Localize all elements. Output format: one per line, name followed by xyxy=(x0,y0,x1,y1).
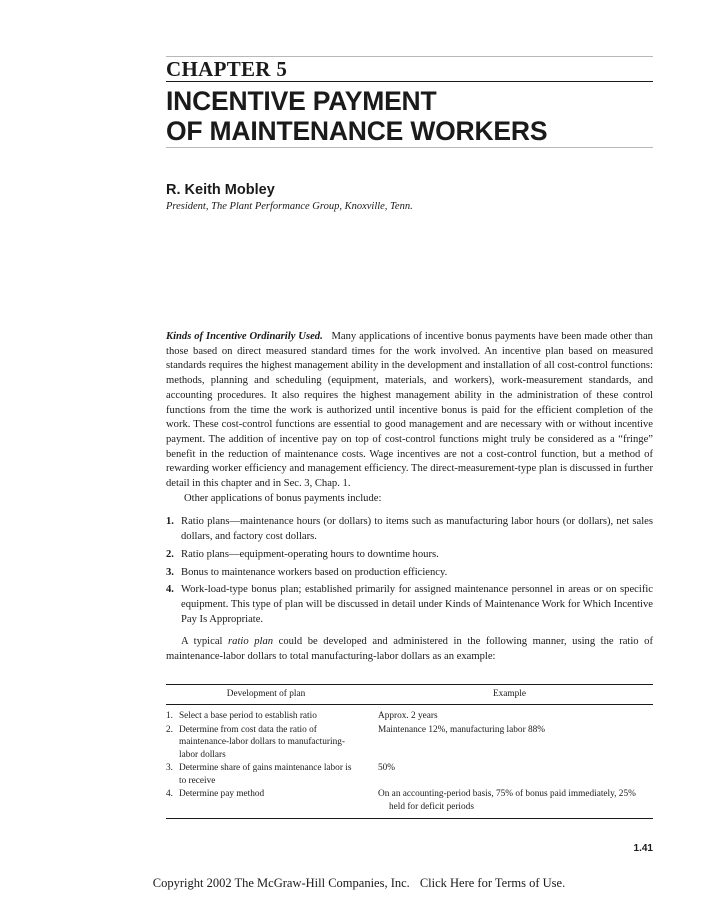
table-row-example: 50% xyxy=(378,763,396,773)
author-name: R. Keith Mobley xyxy=(166,182,275,198)
chapter-title-line-1: INCENTIVE PAYMENT xyxy=(166,86,437,116)
runin-heading: Kinds of Incentive Ordinarily Used. xyxy=(166,331,323,342)
body-text xyxy=(166,330,653,665)
table-row-example: Approx. 2 years xyxy=(378,711,438,721)
list-item-number: 4. xyxy=(166,584,174,596)
list-item xyxy=(166,515,653,544)
paragraph-2: Other applications of bonus payments include: xyxy=(184,492,382,504)
table-row-step: Select a base period to establish ratio xyxy=(179,711,317,721)
table-row-step: Determine pay method xyxy=(179,789,265,799)
paragraph-kinds xyxy=(166,330,653,492)
list-item xyxy=(166,583,653,627)
paragraph-3 xyxy=(166,635,653,664)
table-row-step: Determine share of gains maintenance labor is to receive xyxy=(179,763,352,786)
table-row-example: Maintenance 12%, manufacturing labor 88% xyxy=(378,724,546,735)
list-item-text: Bonus to maintenance workers based on production efficiency. xyxy=(181,566,448,578)
ratio-plan-table xyxy=(166,684,653,819)
chapter-title-line-2: OF MAINTENANCE WORKERS xyxy=(166,116,548,146)
table-row xyxy=(166,762,653,787)
list-item xyxy=(166,566,653,581)
chapter-number: CHAPTER 5 xyxy=(166,57,288,81)
chapter-title xyxy=(166,86,547,146)
list-item-number: 3. xyxy=(166,566,174,578)
page-number: 1.41 xyxy=(633,843,653,854)
table-row-number: 1. xyxy=(166,711,173,721)
author-affiliation: President, The Plant Performance Group, Knoxville, Tenn. xyxy=(166,201,413,212)
table-row-step: Determine from cost data the ratio of maintenance-labor dollars to manufacturing-labor dollars xyxy=(179,724,345,760)
terms-of-use-link[interactable]: Click Here for Terms of Use. xyxy=(419,876,566,890)
table-bottom-rule xyxy=(166,818,653,819)
copyright-footer xyxy=(0,875,718,891)
list-item-text: Work-load-type bonus plan; established primarily for assigned maintenance personnel in areas or on specific equipment. This type of plan will be discussed in detail under Kinds of Maintenance Work for Which Incentive Pay Is Appropriate. xyxy=(181,584,653,625)
table-header-development: Development of plan xyxy=(226,689,306,700)
list-item xyxy=(166,548,653,563)
table-row-number: 4. xyxy=(166,789,173,799)
paragraph-3-post: could be developed and administered in the following manner, using the ratio of maintenance-labor dollars to total manufacturing-labor dollars as an example: xyxy=(166,636,653,663)
table-body xyxy=(166,705,653,818)
list-item-text: Ratio plans—maintenance hours (or dollars) to items such as manufacturing labor hours (or dollars), net sales dollars, and factory cost dollars. xyxy=(181,516,653,543)
paragraph-3-pre: A typical xyxy=(181,636,229,648)
bonus-applications-list xyxy=(166,515,653,627)
chapter-rule xyxy=(166,81,653,82)
table-row-number: 3. xyxy=(166,763,173,773)
table-row xyxy=(166,788,653,813)
table-row xyxy=(166,724,653,762)
list-item-number: 1. xyxy=(166,516,174,528)
table-header-example: Example xyxy=(492,689,527,700)
title-rule xyxy=(166,147,653,148)
table-row-example: On an accounting-period basis, 75% of bonus paid immediately, 25% held for deficit periods xyxy=(378,789,636,812)
table-row-number: 2. xyxy=(166,724,173,735)
list-item-number: 2. xyxy=(166,548,174,560)
paragraph-1-text: Many applications of incentive bonus payments have been made other than those based on direct measured standard times for the work involved. An incentive plan based on measured standards requires the highest management ability in the development and installation of all cost-control functions: methods, planning and scheduling (equipment, materials, and workers), work-measurement standards, and accounting procedures. It also requires the highest management ability in the administration of these control functions from the time the work is authorized until incentive bonus is paid for the efficient completion of the work. These cost-control functions are essential to good management and are necessary with or without incentive payment. The addition of incentive pay on top of cost-control functions might truly be considered as a “fringe” benefit in the reduction of maintenance costs. Wage incentives are not a cost-control function, but a method of rewarding worker efficiency and management efficiency. The direct-measurement-type plan is discussed in further detail in this chapter and in Sec. 3, Chap. 1. xyxy=(166,331,653,490)
table-row xyxy=(166,710,653,723)
paragraph-3-italic: ratio plan xyxy=(228,636,274,648)
copyright-text: Copyright 2002 The McGraw-Hill Companies, Inc. xyxy=(152,876,410,890)
list-item-text: Ratio plans—equipment-operating hours to downtime hours. xyxy=(181,548,439,560)
table-header xyxy=(166,685,653,704)
